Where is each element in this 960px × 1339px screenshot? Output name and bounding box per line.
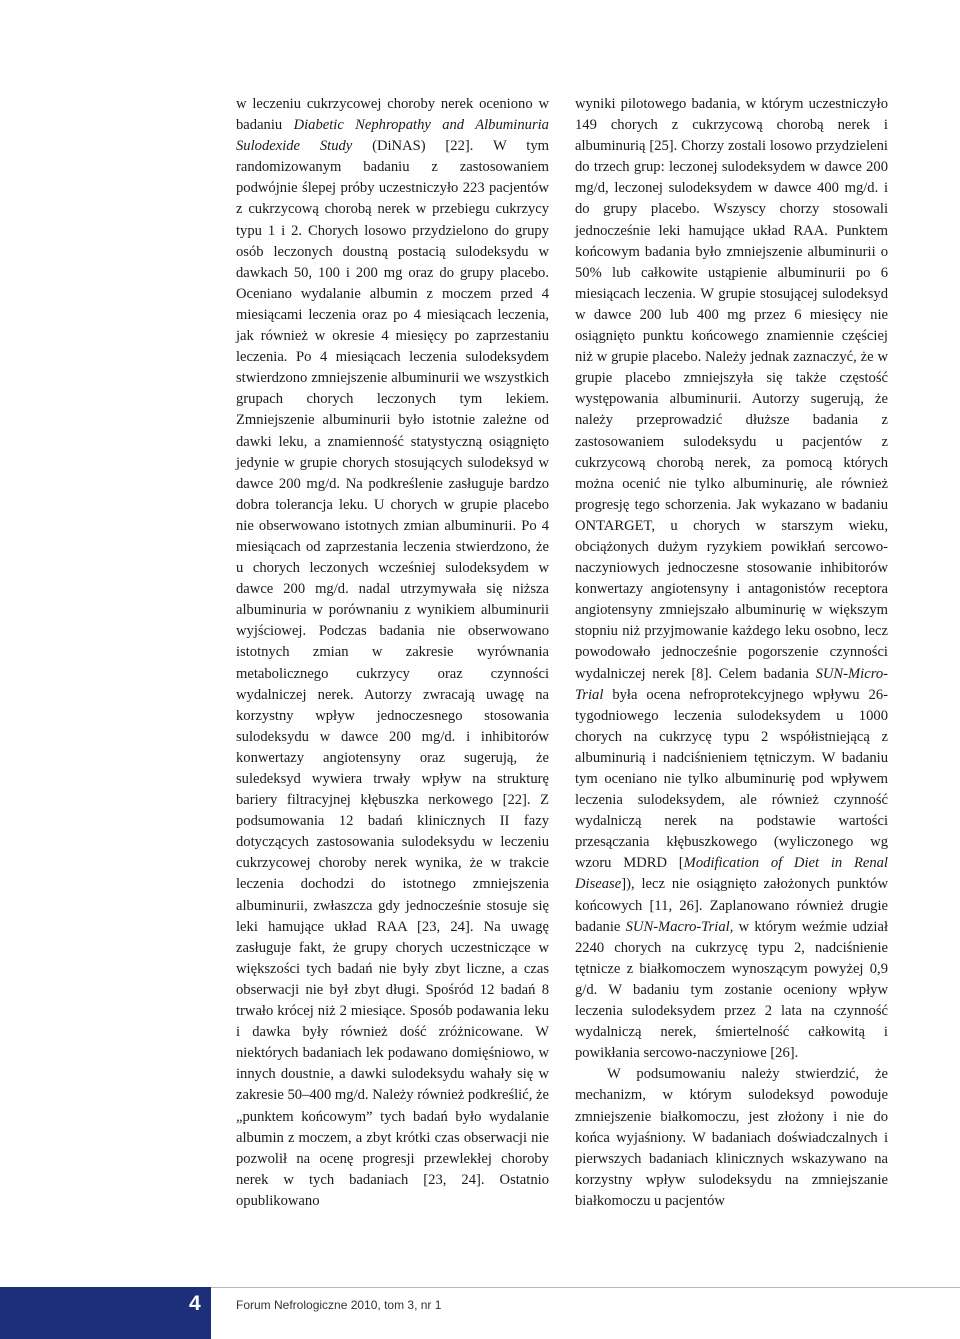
right-column bbox=[575, 94, 888, 1212]
study-name-italic: SUN-Macro-Trial bbox=[625, 918, 730, 935]
left-column bbox=[236, 94, 549, 1212]
summary-paragraph: W podsumowaniu należy stwierdzić, że mechanizm, w którym sulodeksyd powoduje zmniejszenie białkomoczu, jest złożony i nie do końca wyjaśniony. W badaniach doświadczalnych i pierwszych badaniach klinicznych wskazywano na korzystny wpływ sulodeksydu na zmniejszanie białkomoczu u pacjentów bbox=[575, 1066, 888, 1209]
footer-accent-bar bbox=[0, 1287, 211, 1339]
study-name-italic: SUN-Micro-Trial bbox=[575, 665, 888, 703]
body-paragraph: wyniki pilotowego badania, w którym uczestniczyło 149 chorych z cukrzycową chorobą nerek i albuminurią [25]. Chorzy zostali losowo przydzieleni do trzech grup: leczonej sulodeksydem w dawce 200 mg/d, leczonej sulodeksydem w dawce 400 mg/d. i do grupy placebo. Wszyscy chorzy stosowali jednocześnie leki hamujące układ RAA. Punktem końcowym badania było zmniejszenie albuminurii o 50% lub całkowite ustąpienie albuminurii po 6 miesiącach leczenia. W grupie stosującej sulodeksyd w dawce 200 lub 400 mg przez 6 miesięcy nie osiągnięto punktu końcowego znamiennie częściej niż w grupie placebo. Należy jednak zaznaczyć, że w grupie placebo zmniejszyła się także częstość występowania albuminurii. Autorzy sugerują, że należy przeprowadzić dłuższe badania z zastosowaniem sulodeksydu u pacjentów z cukrzycową chorobą nerek, za pomocą których można ocenić nie tylko albuminurię, ale również progresję tego schorzenia. Jak wykazano w badaniu ONTARGET, u chorych w starszym wieku, obciążonych dużym ryzykiem powikłań sercowo-naczyniowych jednoczesne stosowanie inhibitorów konwertazy angiotensyny i antagonistów receptora angiotensyny zmniejszało albuminurię w większym stopniu niż przyjmowanie każdego leku osobno, lecz powodowało jednocześnie pogorszenie czynności wydalniczej nerek [8]. Celem badania SUN-Micro-Trial była ocena nefroprotekcyjnego wpływu 26-tygodniowego leczenia sulodeksydem u 1000 chorych na cukrzycę typu 2 współistniejącą z albuminurią i nadciśnieniem tętniczym. W badaniu tym oceniano nie tylko albuminurię pod wpływem leczenia sulodeksydem, ale również czynność wydalniczą nerek na podstawie wartości przesączania kłębuszkowego (wyliczonego wg wzoru MDRD [Modification of Diet in Renal Disease]), lecz nie osiągnięto założonych punktów końcowych [11, 26]. Zaplanowano również drugie badanie SUN-Macro-Trial, w którym weźmie udział 2240 chorych na cukrzycę typu 2, nadciśnienie tętnicze z białkomoczem wynoszącym powyżej 0,9 g/d. W badaniu tym zostanie oceniony wpływ leczenia sulodeksydem przez 2 lata na czynność wydalniczą nerek, śmiertelność całkowitą i powikłania sercowo-naczyniowe [26]. bbox=[575, 96, 888, 1062]
footer-rule bbox=[211, 1287, 960, 1288]
body-paragraph: w leczeniu cukrzycowej choroby nerek oceniono w badaniu Diabetic Nephropathy and Albuminuria Sulodexide Study (DiNAS) [22]. W tym randomizowanym badaniu z zastosowaniem podwójnie ślepej próby uczestniczyło 223 pacjentów z cukrzycową chorobą nerek w przebiegu cukrzycy typu 1 i 2. Chorych losowo przydzielono do grupy osób leczonych doustną postacią sulodeksydu w dawkach 50, 100 i 200 mg oraz do grupy placebo. Oceniano wydalanie albumin z moczem przed 4 miesiącami leczenia oraz po 4 miesiącach leczenia, jak również w okresie 4 miesięcy po zaprzestaniu leczenia. Po 4 miesiącach leczenia sulodeksydem stwierdzono zmniejszenie albuminurii we wszystkich grupach chorych leczonych tym lekiem. Zmniejszenie albuminurii było istotnie zależne od dawki leku, a znamienność statystyczną osiągnięto jedynie w grupie chorych stosujących sulodeksyd w dawce 200 mg/d. Na podkreślenie zasługuje bardzo dobra tolerancja leku. U chorych w grupie placebo nie obserwowano istotnych zmian albuminurii. Po 4 miesiącach od zaprzestania leczenia stwierdzono, że u chorych leczonych wcześniej sulodeksydem w dawce 200 mg/d. nadal utrzymywała się niższa albuminuria w porównaniu z wynikiem albuminurii wyjściowej. Podczas badania nie obserwowano istotnych zmian w zakresie wyrównania metabolicznego cukrzycy oraz czynności wydalniczej nerek. Autorzy zwracają uwagę na korzystny wpływ jednoczesnego stosowania sulodeksydu w dawce 200 mg/d. i inhibitorów konwertazy angiotensyny oraz sugerują, że suledeksyd wywiera trwały wpływ na strukturę bariery filtracyjnej kłębuszka nerkowego [22]. Z podsumowania 12 badań klinicznych II fazy dotyczących zastosowania sulodeksydu w leczeniu cukrzycowej choroby nerek wynika, że w trakcie leczenia dochodzi do istotnego zmniejszenia albuminurii, zwłaszcza gdy jednocześnie stosuje się leki hamujące układ RAA [23, 24]. Na uwagę zasługuje fakt, że grupy chorych uczestniczące w większości tych badań nie były zbyt liczne, a czas obserwacji nie był zbyt długi. Spośród 12 badań 8 trwało krócej niż 2 miesiące. Sposób podawania leku i dawka były również dość zróżnicowane. W niektórych badaniach lek podawano domięśniowo, w innych doustnie, a dawki sulodeksydu wahały się w zakresie 50–400 mg/d. Należy również podkreślić, że „punktem końcowym” tych badań było wydalanie albumin z moczem, a zbyt krótki czas obserwacji nie pozwolił na ocenę progresji przewlekłej choroby nerek w tych badaniach [23, 24]. Ostatnio opublikowano bbox=[236, 96, 549, 1209]
mdrd-expansion-italic: Modification of Diet in Renal Disease bbox=[575, 855, 888, 893]
journal-citation: Forum Nefrologiczne 2010, tom 3, nr 1 bbox=[236, 1298, 442, 1312]
page-number: 4 bbox=[189, 1292, 201, 1315]
study-name-italic: Diabetic Nephropathy and Albuminuria Sulodexide Study bbox=[236, 117, 549, 155]
